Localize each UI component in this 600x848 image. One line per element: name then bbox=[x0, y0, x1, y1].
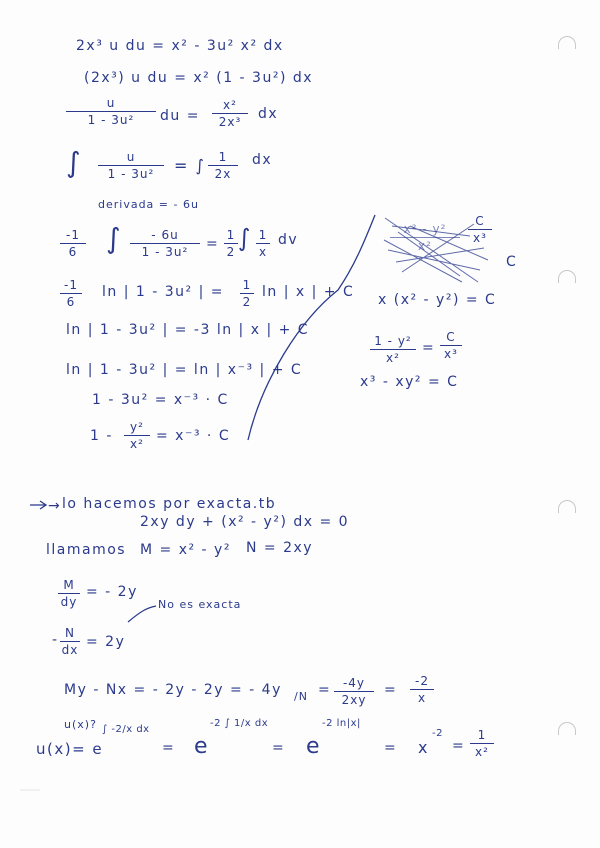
numerator: u bbox=[106, 96, 116, 110]
equation-line: x³ - xy² = C bbox=[360, 374, 459, 390]
equation-line: 2xy dy + (x² - y²) dx = 0 bbox=[140, 514, 350, 530]
denominator: x² bbox=[386, 351, 400, 366]
equation-text: = bbox=[384, 740, 398, 756]
equation-line: 2x³ u du = x² - 3u² x² dx bbox=[76, 38, 284, 54]
equation-text: ln | x | + C bbox=[262, 284, 355, 300]
equation-text: dx bbox=[252, 152, 273, 168]
denominator: 2 bbox=[242, 295, 252, 310]
fraction bbox=[208, 150, 238, 181]
equation-text: u(x)= e bbox=[36, 740, 104, 758]
crossed-out-fraction bbox=[390, 222, 460, 253]
numerator: u bbox=[126, 150, 136, 164]
fraction bbox=[60, 278, 82, 309]
equation-text: e bbox=[306, 734, 322, 759]
side-note: No es exacta bbox=[158, 598, 242, 611]
numerator: 1 bbox=[226, 228, 236, 242]
text-label: llamamos bbox=[46, 542, 127, 558]
numerator: 1 bbox=[258, 228, 268, 242]
equation-text: /N bbox=[294, 690, 308, 703]
numerator: 1 bbox=[242, 278, 252, 292]
equation-text: = bbox=[422, 340, 436, 356]
fraction bbox=[60, 626, 80, 657]
equation-line: ln | 1 - 3u² | = ln | x⁻³ | + C bbox=[66, 362, 303, 378]
denominator: x² bbox=[475, 745, 489, 760]
fraction bbox=[224, 228, 238, 259]
integral-sign: ∫ bbox=[66, 146, 83, 179]
exponent: -2 ∫ 1/x dx bbox=[210, 718, 269, 729]
equation-line: ln | 1 - 3u² | = -3 ln | x | + C bbox=[66, 322, 310, 338]
numerator: -2 bbox=[415, 674, 429, 688]
exponent: ∫ -2/x dx bbox=[102, 724, 150, 735]
numerator: 1 bbox=[218, 150, 228, 164]
fraction bbox=[58, 578, 80, 609]
fraction bbox=[98, 150, 164, 181]
equation-text: = x⁻³ · C bbox=[156, 428, 231, 444]
equation-text: = bbox=[384, 682, 398, 698]
integral-sign: ∫ bbox=[238, 224, 253, 252]
numerator: C bbox=[475, 214, 485, 228]
equation-text: = bbox=[162, 740, 176, 756]
numerator: C bbox=[446, 330, 456, 344]
denominator: 6 bbox=[66, 295, 76, 310]
equation-text: du = bbox=[160, 108, 200, 124]
denominator: dx bbox=[61, 643, 79, 658]
denominator: x³ bbox=[473, 231, 487, 246]
equation-text: N = 2xy bbox=[246, 540, 314, 556]
equation-text: C bbox=[506, 254, 518, 270]
equation-text: = bbox=[452, 738, 466, 754]
fraction bbox=[60, 228, 86, 259]
fraction bbox=[470, 728, 494, 759]
numerator: -4y bbox=[342, 676, 366, 690]
fraction bbox=[468, 214, 492, 245]
equation-text: M = x² - y² bbox=[140, 542, 231, 558]
text-line: lo hacemos por exacta.tb bbox=[62, 496, 277, 512]
denominator: x bbox=[417, 691, 427, 706]
numerator: -1 bbox=[64, 278, 78, 292]
denominator: x³ bbox=[444, 347, 458, 362]
denominator: 2xy bbox=[341, 693, 367, 708]
equation-text: - bbox=[52, 632, 59, 648]
equation-line: 1 - 3u² = x⁻³ · C bbox=[92, 392, 229, 408]
equation-text: ln | 1 - 3u² | = bbox=[102, 284, 224, 300]
fraction bbox=[410, 674, 434, 705]
equation-text: = bbox=[206, 236, 220, 252]
equation-text: x bbox=[418, 738, 429, 757]
numerator: x² bbox=[223, 98, 237, 112]
denominator: 2x³ bbox=[218, 115, 242, 130]
equation-text: = - 2y bbox=[86, 584, 138, 600]
numerator: N bbox=[65, 626, 75, 640]
integral-sign: ∫ bbox=[106, 222, 123, 255]
denominator: x bbox=[258, 245, 268, 260]
denominator: 1 - 3u² bbox=[87, 113, 135, 128]
side-note: derivada = - 6u bbox=[98, 198, 199, 211]
text-label: u(x)? bbox=[64, 718, 97, 731]
denominator: 2 bbox=[226, 245, 236, 260]
equation-text: dv bbox=[278, 232, 299, 248]
equation-text: = ∫ bbox=[174, 156, 206, 175]
fraction bbox=[130, 228, 200, 259]
arrow-icon: → bbox=[48, 498, 62, 514]
fraction bbox=[334, 676, 374, 707]
denominator: dy bbox=[60, 595, 78, 610]
fraction bbox=[240, 278, 254, 309]
numerator: M bbox=[63, 578, 75, 592]
fraction bbox=[370, 334, 416, 365]
denominator: 1 - 3u² bbox=[141, 245, 189, 260]
numerator: -1 bbox=[66, 228, 80, 242]
fraction bbox=[440, 330, 462, 361]
numerator: y² bbox=[130, 420, 144, 434]
equation-text: = bbox=[272, 740, 286, 756]
numerator: - 6u bbox=[151, 228, 179, 242]
equation-text: = 2y bbox=[86, 634, 126, 650]
numerator: 1 bbox=[477, 728, 487, 742]
equation-line: x (x² - y²) = C bbox=[378, 292, 497, 308]
equation-text: = bbox=[318, 682, 332, 698]
equation-text: e bbox=[194, 734, 210, 759]
numerator: x² - y² bbox=[403, 222, 447, 236]
numerator: 1 - y² bbox=[374, 334, 412, 348]
denominator: 2x bbox=[214, 167, 232, 182]
equation-line: (2x³) u du = x² (1 - 3u²) dx bbox=[84, 70, 314, 86]
exponent: -2 bbox=[432, 728, 443, 739]
denominator: 1 - 3u² bbox=[107, 167, 155, 182]
exponent: -2 ln|x| bbox=[322, 718, 361, 729]
denominator: x² bbox=[130, 437, 144, 452]
denominator: x² bbox=[418, 239, 432, 254]
fraction bbox=[124, 420, 150, 451]
denominator: 6 bbox=[68, 245, 78, 260]
fraction bbox=[256, 228, 270, 259]
fraction bbox=[66, 96, 156, 127]
fraction bbox=[212, 98, 248, 129]
equation-text: dx bbox=[258, 106, 279, 122]
equation-text: My - Nx = - 2y - 2y = - 4y bbox=[64, 682, 282, 698]
equation-text: 1 - bbox=[90, 428, 113, 444]
